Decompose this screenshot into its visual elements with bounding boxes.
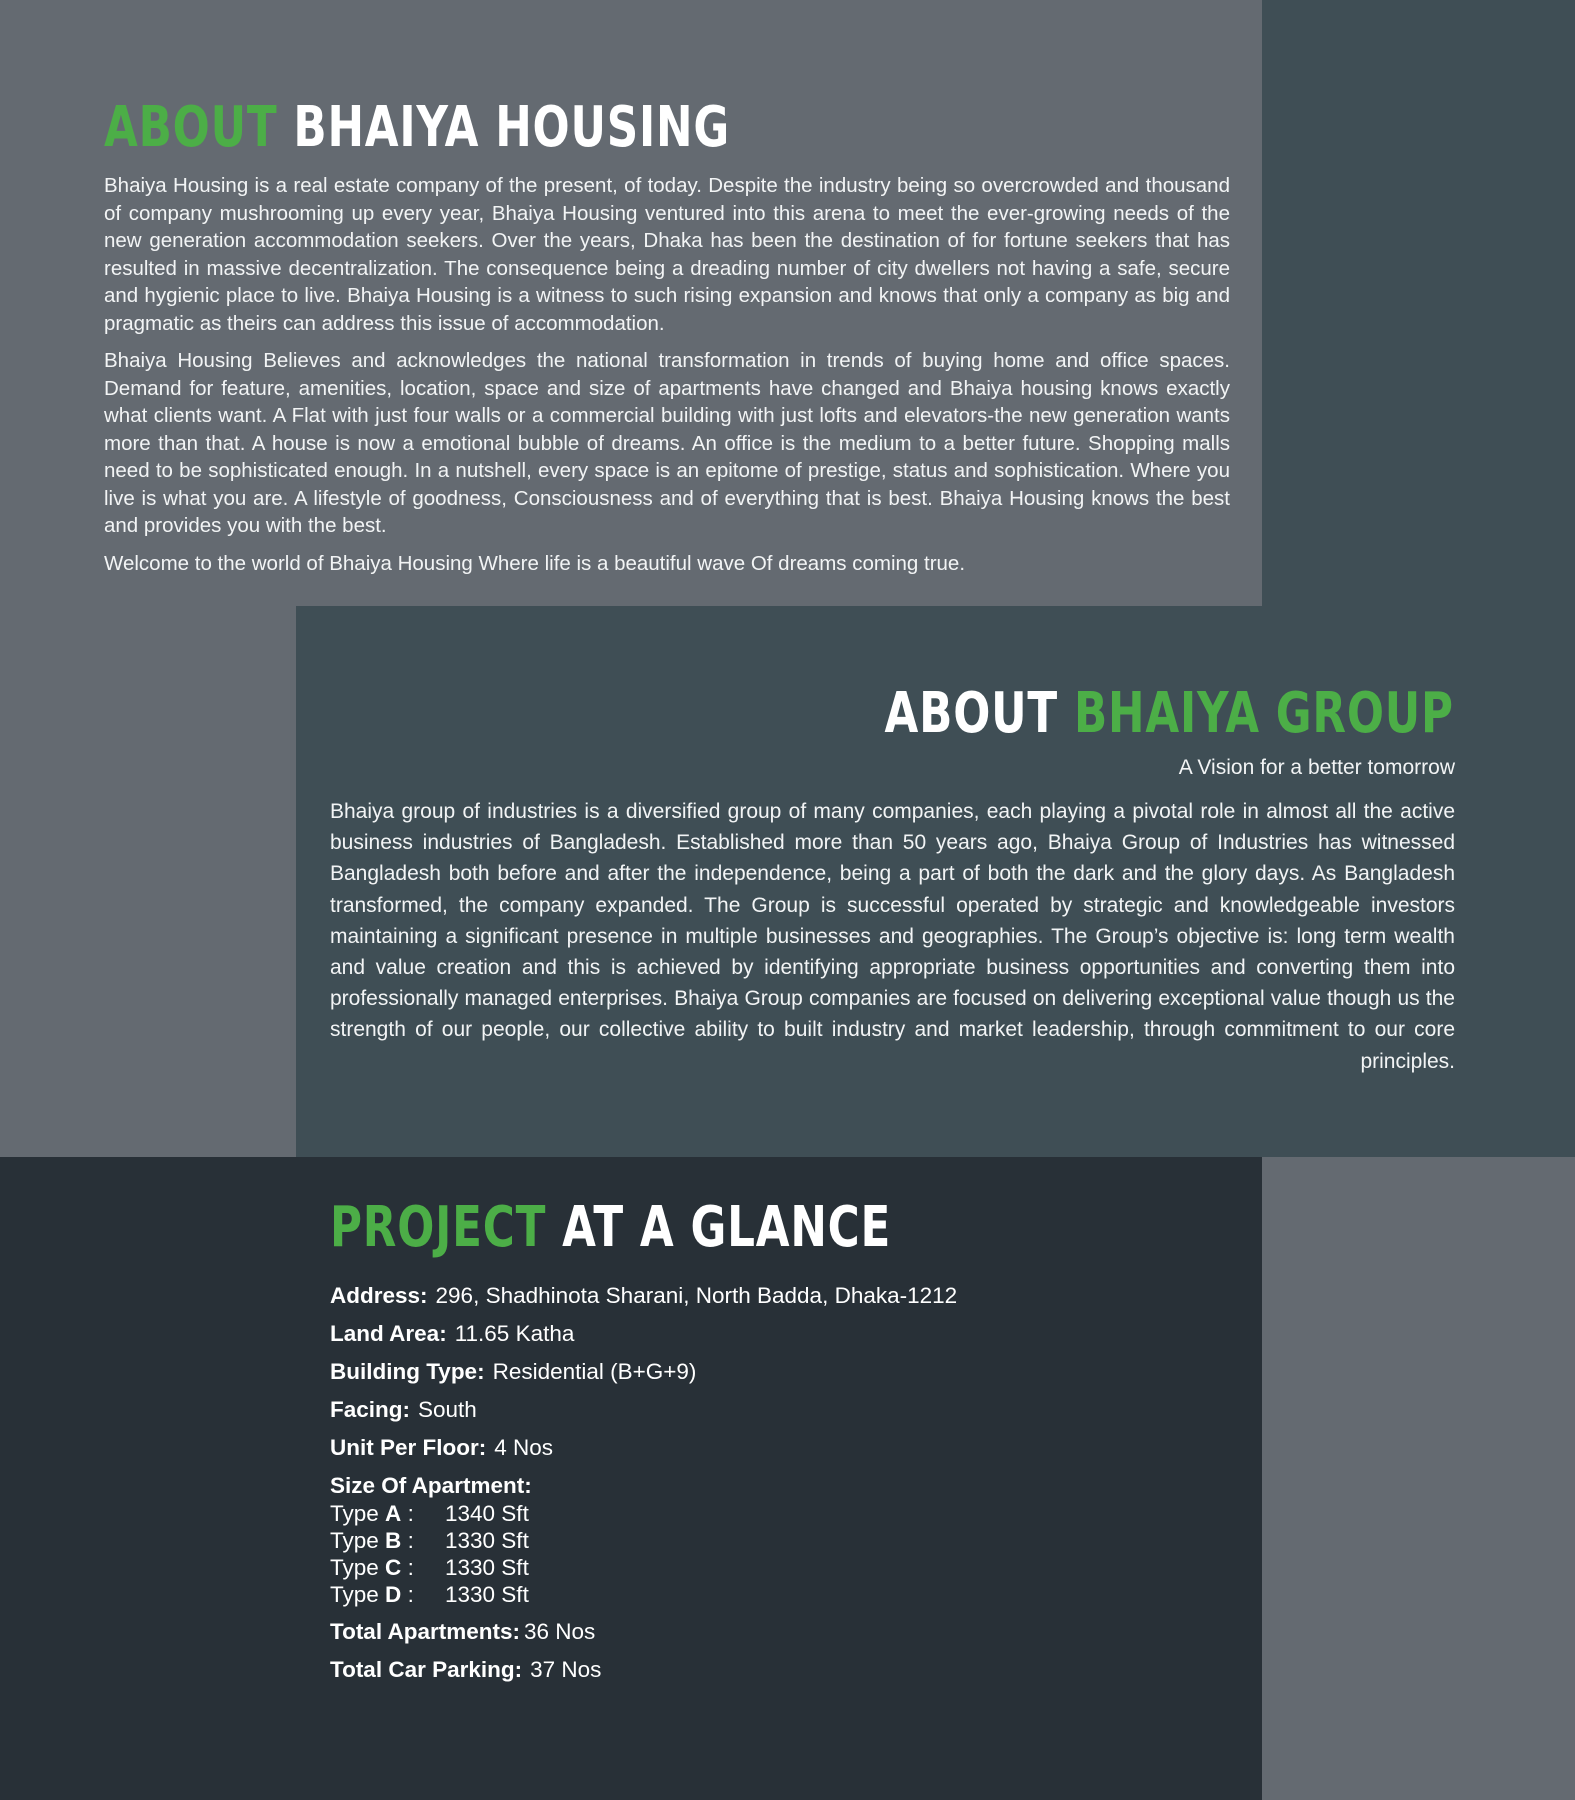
building-type-value: Residential (B+G+9) — [492, 1359, 697, 1384]
type-separator: : — [407, 1528, 414, 1553]
type-size: 1340 Sft — [445, 1501, 529, 1526]
address-label: Address: — [330, 1283, 428, 1308]
about-housing-heading — [104, 95, 730, 160]
land-area-value: 11.65 Katha — [454, 1321, 575, 1346]
address-row — [330, 1282, 957, 1310]
facing-label: Facing: — [330, 1397, 411, 1422]
heading-accent: ABOUT — [104, 95, 278, 160]
total-apartments-value: 36 Nos — [524, 1619, 596, 1644]
apartment-sizes — [330, 1472, 957, 1608]
about-group-text: Bhaiya group of industries is a diversified group of many companies, each playing a pivotal role in almost all the active business industries of Bangladesh. Established more than 50 years ago, Bhaiya Group of Industries has witnessed Bangladesh both before and after the independence, being a part of both the dark and the glory days. As Bangladesh transformed, the company expanded. The Group is successful operated by strategic and knowledgeable investors maintaining a significant presence in multiple businesses and geographies. The Group’s objective is: long term wealth and value creation and this is achieved by identifying appropriate business opportunities and converting them into professionally managed enterprises. Bhaiya Group companies are focused on delivering exceptional value though us the strength of our people, our collective ability to built industry and market leadership, through commitment to our core principles. — [330, 800, 1455, 1073]
group-tagline: A Vision for a better tomorrow — [1178, 756, 1455, 779]
total-apartments-row — [330, 1618, 957, 1646]
type-prefix: Type — [330, 1528, 379, 1553]
type-separator: : — [407, 1582, 414, 1607]
address-value: 296, Shadhinota Sharani, North Badda, Dhaka-1212 — [435, 1283, 958, 1308]
project-heading — [330, 1195, 892, 1260]
total-car-parking-label: Total Car Parking: — [330, 1657, 523, 1682]
about-housing-text — [104, 172, 1230, 587]
apartment-type-row — [330, 1581, 957, 1608]
type-prefix: Type — [330, 1582, 379, 1607]
project-details-list — [330, 1282, 957, 1694]
land-area-row — [330, 1320, 957, 1348]
type-letter: D — [385, 1582, 402, 1607]
unit-per-floor-value: 4 Nos — [494, 1435, 554, 1460]
heading-accent: BHAIYA GROUP — [1074, 681, 1454, 746]
facing-row — [330, 1396, 957, 1424]
type-size: 1330 Sft — [445, 1582, 529, 1607]
building-type-row — [330, 1358, 957, 1386]
total-car-parking-value: 37 Nos — [530, 1657, 602, 1682]
apartment-type-row — [330, 1527, 957, 1554]
about-group-heading — [884, 681, 1454, 746]
heading-main: BHAIYA HOUSING — [293, 95, 730, 160]
facing-value: South — [418, 1397, 477, 1422]
type-separator: : — [407, 1555, 414, 1580]
heading-main: ABOUT — [884, 681, 1059, 746]
type-size: 1330 Sft — [445, 1555, 529, 1580]
heading-main: AT A GLANCE — [562, 1195, 892, 1260]
type-size: 1330 Sft — [445, 1528, 529, 1553]
type-letter: C — [385, 1555, 402, 1580]
housing-paragraph-2: Bhaiya Housing Believes and acknowledges the national transformation in trends of buying home and office spaces. Demand for feature, amenities, location, space and size of apartments have changed and Bhaiya housing knows exactly what clients want. A Flat with just four walls or a commercial building with just lofts and elevators-the new generation wants more than that. A house is now a emotional bubble of dreams. An office is the medium to a better future. Shopping malls need to be sophisticated enough. In a nutshell, every space is an epitome of prestige, status and sophistication. Where you live is what you are. A lifestyle of goodness, Consciousness and of everything that is best. Bhaiya Housing knows the best and provides you with the best. — [104, 349, 1230, 537]
land-area-label: Land Area: — [330, 1321, 447, 1346]
apartment-sizes-label: Size Of Apartment: — [330, 1473, 532, 1498]
type-letter: B — [385, 1528, 402, 1553]
building-type-label: Building Type: — [330, 1359, 485, 1384]
left-gray-strip — [0, 606, 296, 1157]
type-prefix: Type — [330, 1555, 379, 1580]
type-letter: A — [385, 1501, 402, 1526]
type-prefix: Type — [330, 1501, 379, 1526]
type-separator: : — [407, 1501, 414, 1526]
unit-per-floor-row — [330, 1434, 957, 1462]
total-car-parking-row — [330, 1656, 957, 1684]
right-gray-strip — [1262, 1157, 1575, 1800]
housing-paragraph-1: Bhaiya Housing is a real estate company of the present, of today. Despite the industry being so overcrowded and thousand of company mushrooming up every year, Bhaiya Housing ventured into this arena to meet the ever-growing needs of the new generation accommodation seekers. Over the years, Dhaka has been the destination of for fortune seekers that has resulted in massive decentralization. The consequence being a dreading number of city dwellers not having a safe, secure and hygienic place to live. Bhaiya Housing is a witness to such rising expansion and knows that only a company as big and pragmatic as theirs can address this issue of accommodation. — [104, 174, 1230, 335]
apartment-type-row — [330, 1500, 957, 1527]
housing-paragraph-3: Welcome to the world of Bhaiya Housing Where life is a beautiful wave Of dreams coming true. — [104, 551, 966, 575]
heading-accent: PROJECT — [330, 1195, 547, 1260]
unit-per-floor-label: Unit Per Floor: — [330, 1435, 487, 1460]
apartment-type-row — [330, 1554, 957, 1581]
total-apartments-label: Total Apartments: — [330, 1619, 521, 1644]
